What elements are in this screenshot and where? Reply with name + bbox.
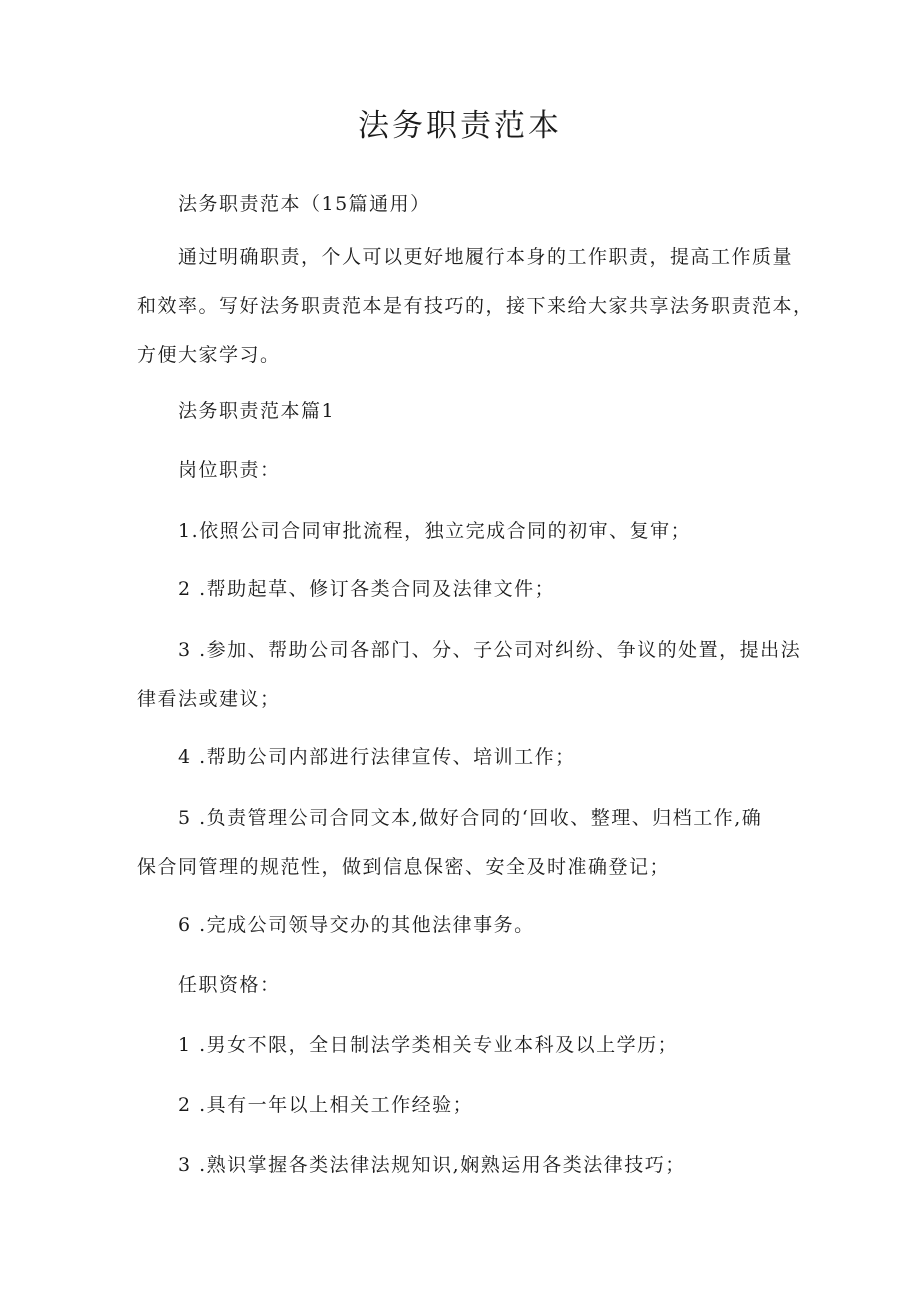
qualifications-heading xyxy=(137,961,809,1010)
duty-item-5-line-1: 5 .负责管理公司合同文本,做好合同的‘回收、整理、归档工作,确 xyxy=(178,807,763,829)
intro-line-1: 通过明确职责，个人可以更好地履行本身的工作职责，提高工作质量 xyxy=(178,246,794,268)
qualification-item-1-line: 1 .男女不限，全日制法学类相关专业本科及以上学历； xyxy=(178,1034,679,1056)
duty-item-1 xyxy=(137,507,809,556)
duty-item-5 xyxy=(137,794,809,892)
intro-line-2: 和效率。写好法务职责范本是有技巧的，接下来给大家共享法务职责范本， xyxy=(137,295,814,317)
duties-heading-text: 岗位职责： xyxy=(178,459,281,481)
duty-item-4 xyxy=(137,733,809,782)
qualification-item-1 xyxy=(137,1021,809,1070)
qualification-item-2-line: 2 .具有一年以上相关工作经验； xyxy=(178,1094,474,1116)
duty-item-4-line-1: 4 .帮助公司内部进行法律宣传、培训工作； xyxy=(178,746,576,768)
document-subtitle xyxy=(137,180,809,229)
qualification-item-3 xyxy=(137,1141,809,1190)
intro-line-3: 方便大家学习。 xyxy=(137,344,281,366)
document-title: 法务职责范本 xyxy=(358,108,562,144)
section-heading xyxy=(137,387,809,436)
duty-item-6-line-1: 6 .完成公司领导交办的其他法律事务。 xyxy=(178,914,535,936)
duties-heading xyxy=(137,446,809,495)
duty-item-1-line-1: 1.依照公司合同审批流程，独立完成合同的初审、复审； xyxy=(178,520,692,542)
subtitle-line: 法务职责范本（15篇通用） xyxy=(178,193,431,215)
section-heading-text: 法务职责范本篇1 xyxy=(178,400,336,422)
intro-paragraph xyxy=(137,233,814,380)
duty-item-3-line-1: 3 .参加、帮助公司各部门、分、子公司对纠纷、争议的处置，提出法 xyxy=(178,639,802,661)
duty-item-2 xyxy=(137,565,809,614)
duty-item-6 xyxy=(137,901,809,950)
duty-item-5-line-2: 保合同管理的规范性，做到信息保密、安全及时准确登记； xyxy=(137,856,671,878)
duty-item-3 xyxy=(137,626,809,724)
qualifications-heading-text: 任职资格： xyxy=(178,974,281,996)
duty-item-3-line-2: 律看法或建议； xyxy=(137,688,281,710)
qualification-item-2 xyxy=(137,1081,809,1130)
duty-item-2-line-1: 2 .帮助起草、修订各类合同及法律文件； xyxy=(178,578,556,600)
qualification-item-3-line: 3 .熟识掌握各类法律法规知识,娴熟运用各类法律技巧； xyxy=(178,1154,686,1176)
